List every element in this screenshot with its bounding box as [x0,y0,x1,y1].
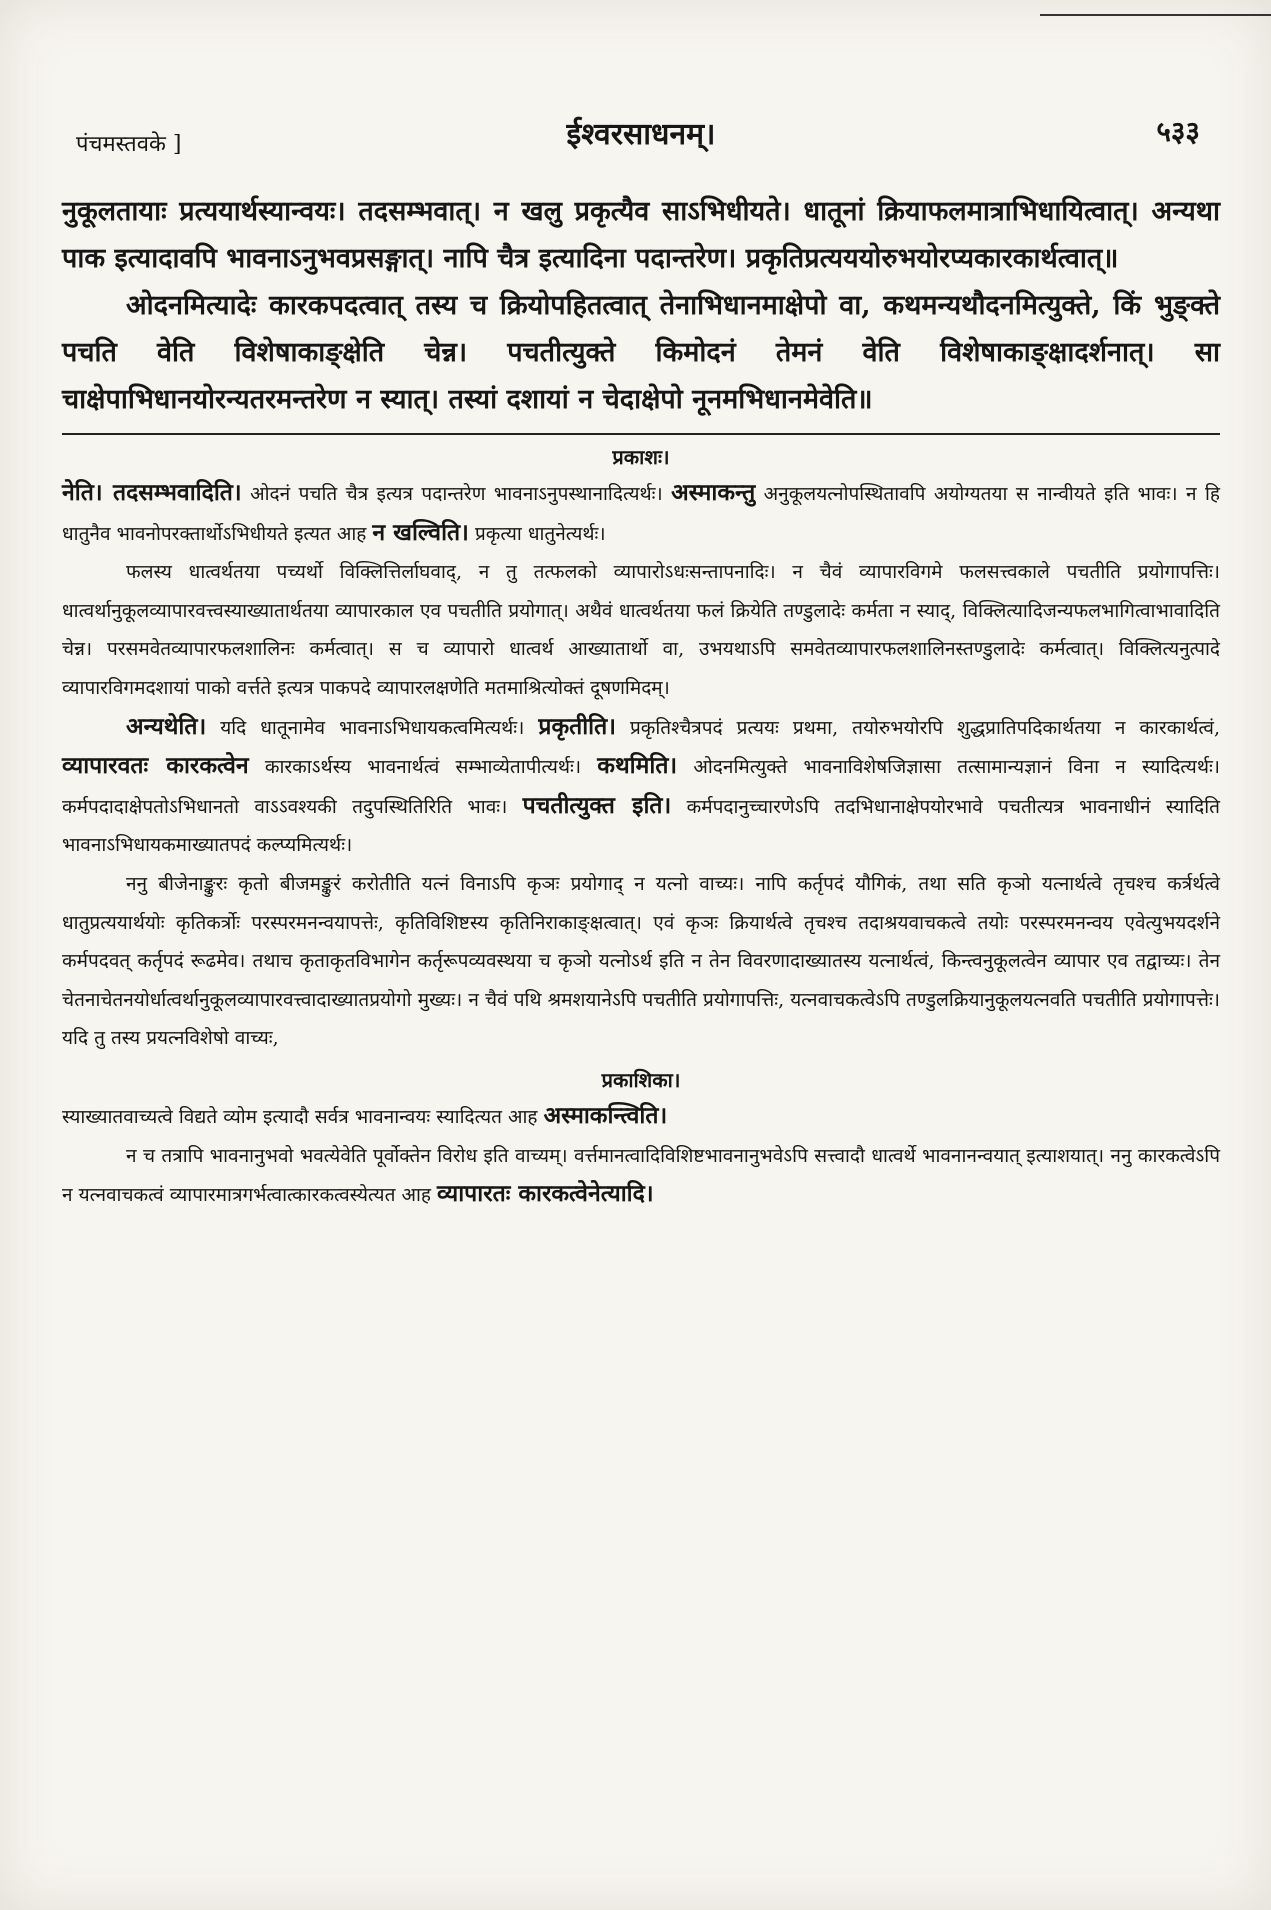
lemma: न खल्विति। [372,518,469,546]
lemma: कथमिति। [597,752,678,780]
prakasha-paragraph-2: फलस्य धात्वर्थतया पच्यर्थो विक्लित्तिर्लाघवाद्, न तु तत्फलको व्यापारोऽधःसन्तापनादिः। न चैवं व्यापारविगमे फलसत्त्वकाले पचतीति प्रयोगापत्तिः। धात्वर्थानुकूलव्यापारवत्त्वस्याख्यातार्थतया व्यापारकाल एव पचतीति प्रयोगात्। अथैवं धात्वर्थतया फलं क्रियेति तण्डुलादेः कर्मता न स्याद्, विक्लित्यादिजन्यफलभागित्वाभावादिति चेन्न। परसमवेतव्यापारफलशालिनः कर्मत्वात्। स च व्यापारो धात्वर्थ आख्यातार्थो वा, उभयथाऽपि समवेतव्यापारफलशालिनस्तण्डुलादेः कर्मत्वात्। विक्लित्यनुत्पादे व्यापारविगमदशायां पाको वर्त्तते इत्यत्र पाकपदे व्यापारलक्षणेति मतमाश्रित्योक्तं दूषणमिदम्। [62,561,1220,699]
lemma: अस्माकन्तु [671,479,756,506]
lemma: पचतीत्युक्त इति। [522,791,672,819]
gloss: यदि धातूनामेव भावनाऽभिधायकत्वमित्यर्थः। [220,716,525,739]
prakasha-paragraph-1 [62,474,1220,553]
gloss: ओदनमित्युक्ते भावनाविशेषजिज्ञासा तत्सामान्यज्ञानं विना न स्यादित्यर्थः। कर्मपदादाक्षेपतोऽभिधानतो वाऽऽवश्यकी तदुपस्थितिरिति भावः। [62,756,1221,818]
prakasha-title: प्रकाशः। [612,445,670,469]
page-title: ईश्वरसाधनम्। [566,117,716,152]
gloss: ओदनं पचति चैत्र इत्यत्र पदान्तरेण भावनाऽनुपस्थानादित्यर्थः। [250,483,663,505]
prakashika-title: प्रकाशिका। [601,1067,681,1092]
gloss: वर्त्तमानत्वादिविशिष्टभावनानुभवेऽपि सत्त्वादौ धात्वर्थे भावनानन्वयात् इत्याशयात्। ननु कारकत्वेऽपि न यत्नवाचकत्वं व्यापारमात्रगर्भत्वात्कारकत्वस्येत्यत आह [62,1144,1220,1207]
prakasha-commentary [62,474,1220,1058]
prakashika-paragraph-2 [62,1137,1220,1215]
lemma: व्यापारवतः कारकत्वेन [62,752,249,780]
prakashika-commentary [62,1097,1220,1215]
top-rule [1040,14,1271,16]
prakasha-paragraph-4: ननु बीजेनाङ्कुरः कृतो बीजमङ्कुरं करोतीति यत्नं विनाऽपि कृञः प्रयोगाद् न यत्नो वाच्यः। नापि कर्तृपदं यौगिकं, तथा सति कृञो यत्नार्थत्वे तृचश्च कर्त्रर्थत्वे धातुप्रत्ययार्थयोः कृतिकर्त्रोः परस्परमनन्वयापत्तेः, कृतिविशिष्टस्य कृतिनिराकाङ्क्षत्वात्। एवं कृञः क्रियार्थत्वे तृचश्च तदाश्रयवाचकत्वे तयोः परस्परमनन्वय एवेत्युभयदर्शने कर्मपदवत् कर्तृपदं रूढमेव। तथाच कृताकृतविभागेन कर्तृरूपव्यवस्थया च कृञो यत्नोऽर्थ इति न तेन विवरणादाख्यातस्य यत्नार्थत्वं, किन्त्वनुकूलत्वेन व्यापार एव तद्वाच्यः। तेन चेतनाचेतनयोर्धात्वर्थानुकूलव्यापारवत्त्वादाख्यातप्रयोगो मुख्यः। न चैवं पथि श्रमशयानेऽपि पचतीति प्रयोगापत्तिः, यत्नवाचकत्वेऽपि तण्डुलक्रियानुकूलयत्नवति पचतीति प्रयोगापत्तेः। यदि तु तस्य प्रयत्नविशेषो वाच्यः, [62,872,1220,1050]
main-text [62,188,1220,423]
lemma: अस्माकन्त्विति। [543,1101,668,1129]
gloss: स्याख्यातवाच्यत्वे विद्यते व्योम इत्यादौ सर्वत्र भावनान्वयः स्यादित्यत आह [62,1105,538,1128]
gloss: कारकाऽर्थस्य भावनार्थत्वं सम्भाव्येतापीत्यर्थः। [264,756,582,779]
gloss: न च तत्रापि भावनानुभवो भवत्येवेति पूर्वोक्तेन विरोध इति वाच्यम्। [126,1144,568,1167]
gloss: कर्मपदानुच्चारणेऽपि तदभिधानाक्षेपयोरभावे पचतीत्यत्र भावनाधीनं स्यादिति भावनाऽभिधायकमाख्यातपदं कल्प्यमित्यर्थः। [62,795,1220,857]
gloss: अनुकूलयत्नोपस्थितावपि अयोग्यतया स नान्वीयते इति भावः। न हि धातुनैव भावनोपरक्तार्थोऽभिधीयते इत्यत आह [62,483,1220,545]
lemma: व्यापारतः कारकत्वेनेत्यादि। [437,1180,654,1208]
divider [62,433,1220,435]
main-paragraph-1: नुकूलतायाः प्रत्ययार्थस्यान्वयः। तदसम्भवात्। न खलु प्रकृत्यैव साऽभिधीयते। धातूनां क्रियाफलमात्राभिधायित्वात्। अन्यथा पाक इत्यादावपि भावनाऽनुभवप्रसङ्गात्। नापि चैत्र इत्यादिना पदान्तरेण। प्रकृतिप्रत्यययोरुभयोरप्यकारकार्थत्वात्॥ [62,196,1220,274]
section-label: पंचमस्तवके ] [76,132,182,157]
lemma: अन्यथेति। [126,712,207,740]
page [62,112,1220,1215]
running-header [62,112,1220,170]
gloss: प्रकृतिश्चैत्रपदं प्रत्ययः प्रथमा, तयोरुभयोरपि शुद्धप्रातिपदिकार्थतया न कारकार्थत्वं, [629,716,1220,739]
lemma: प्रकृतीति। [538,712,616,740]
prakasha-paragraph-3 [62,708,1220,865]
gloss: प्रकृत्या धातुनेत्यर्थः। [474,522,606,545]
lemma: नेति। तदसम्भवादिति। [62,479,242,506]
main-paragraph-2: ओदनमित्यादेः कारकपदत्वात् तस्य च क्रियोपहितत्वात् तेनाभिधानमाक्षेपो वा, कथमन्यथौदनमित्युक्ते, किं भुङ्क्ते पचति वेति विशेषाकाङ्क्षेति चेन्न। पचतीत्युक्ते किमोदनं तेमनं वेति विशेषाकाङ्क्षादर्शनात्। सा चाक्षेपाभिधानयोरन्यतरमन्तरेण न स्यात्। तस्यां दशायां न चेदाक्षेपो नूनमभिधानमेवेति॥ [62,290,1220,415]
page-number: ५३३ [1156,115,1200,148]
prakashika-paragraph-1 [62,1097,1220,1137]
